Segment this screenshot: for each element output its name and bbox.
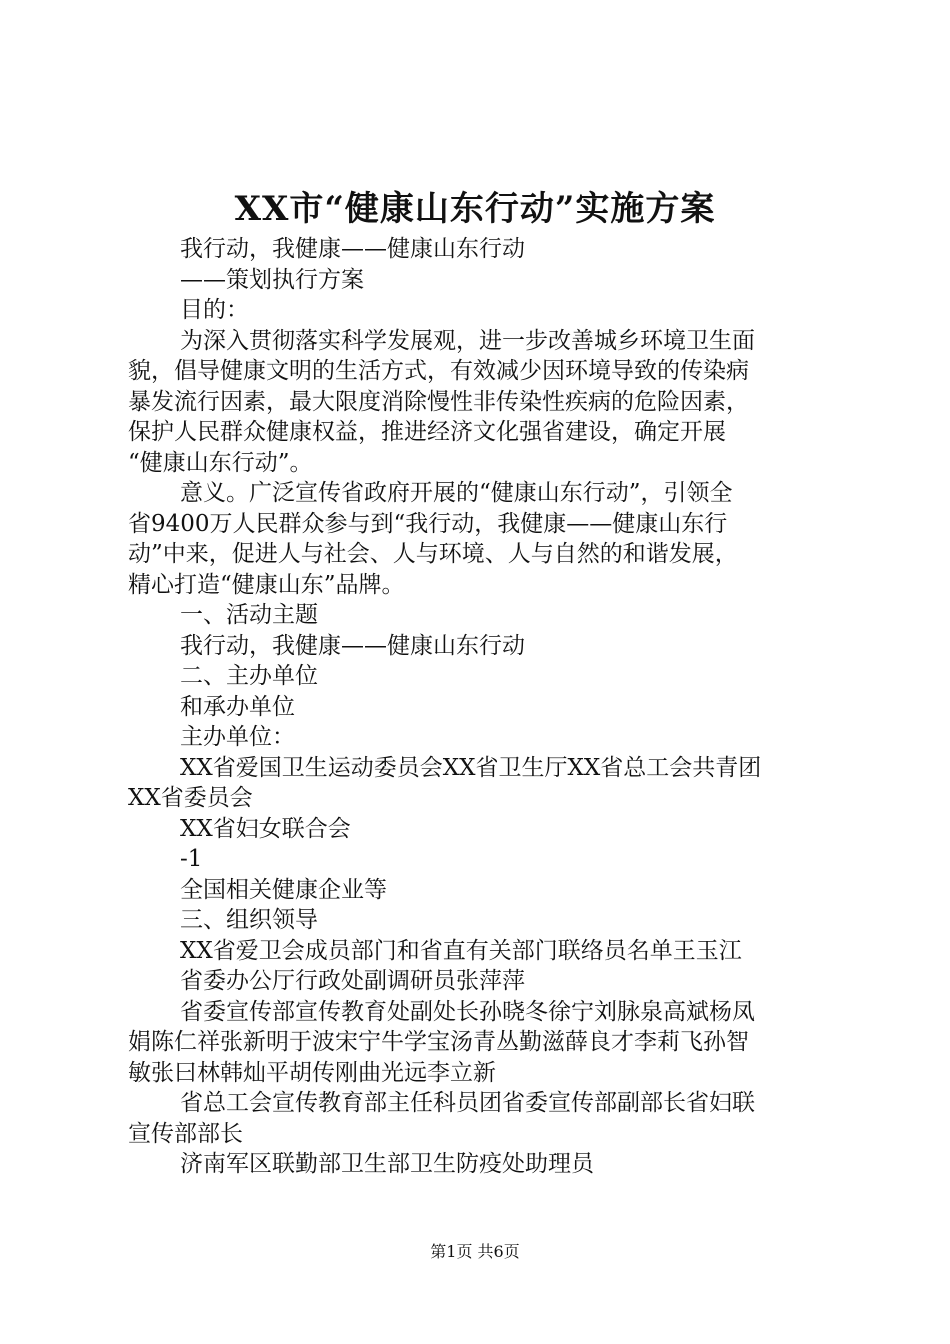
body-line: 济南军区联勤部卫生部卫生防疫处助理员 — [180, 1151, 594, 1177]
body-line: XX省爱国卫生运动委员会XX省卫生厅XX省总工会共青团 — [180, 754, 762, 781]
body-line: -1 — [180, 846, 203, 872]
section-heading: 一、活动主题 — [180, 602, 318, 628]
body-line: 我行动，我健康——健康山东行动 — [180, 236, 525, 262]
section-heading: 二、主办单位 — [180, 663, 318, 689]
body-line: 省总工会宣传教育部主任科员团省委宣传部副部长省妇联 — [180, 1090, 755, 1116]
body-line: 为深入贯彻落实科学发展观，进一步改善城乡环境卫生面 — [180, 327, 755, 354]
body-line: 动”中来，促进人与社会、人与环境、人与自然的和谐发展， — [128, 541, 738, 567]
body-line: 貌，倡导健康文明的生活方式，有效减少因环境导致的传染病 — [128, 358, 749, 384]
body-line: 主办单位： — [180, 724, 295, 750]
body-line: 娟陈仁祥张新明于波宋宁牛学宝汤青丛勤滋薛良才李莉飞孙智 — [128, 1029, 749, 1055]
body-line: 保护人民群众健康权益，推进经济文化强省建设，确定开展 — [128, 419, 726, 445]
document-title: XX市“健康山东行动”实施方案 — [234, 189, 716, 229]
body-line: 精心打造“健康山东”品牌。 — [128, 571, 405, 598]
body-line: 省委办公厅行政处副调研员张萍萍 — [180, 968, 525, 994]
body-line: 我行动，我健康——健康山东行动 — [180, 632, 525, 659]
body-line: 敏张曰林韩灿平胡传刚曲光远李立新 — [128, 1059, 496, 1086]
body-line: 目的： — [180, 297, 249, 323]
section-heading: 三、组织领导 — [180, 907, 318, 933]
body-line: 全国相关健康企业等 — [180, 876, 387, 903]
body-line: XX省妇女联合会 — [180, 815, 351, 842]
page-footer: 第1页 共6页 — [430, 1242, 520, 1261]
body-line: XX省爱卫会成员部门和省直有关部门联络员名单王玉江 — [180, 937, 742, 964]
body-line: 省委宣传部宣传教育处副处长孙晓冬徐宁刘脉泉高斌杨凤 — [180, 998, 755, 1025]
body-line: 宣传部部长 — [128, 1120, 243, 1147]
document-body — [128, 234, 832, 1180]
body-line: 和承办单位 — [180, 693, 295, 720]
body-line: 意义。广泛宣传省政府开展的“健康山东行动”，引领全 — [180, 480, 733, 506]
body-line: ——策划执行方案 — [180, 266, 364, 293]
body-line: 省9400万人民群众参与到“我行动，我健康——健康山东行 — [128, 510, 728, 537]
body-line: “健康山东行动”。 — [128, 449, 313, 476]
body-line: 暴发流行因素，最大限度消除慢性非传染性疾病的危险因素， — [128, 388, 749, 415]
body-line: XX省委员会 — [128, 785, 253, 811]
